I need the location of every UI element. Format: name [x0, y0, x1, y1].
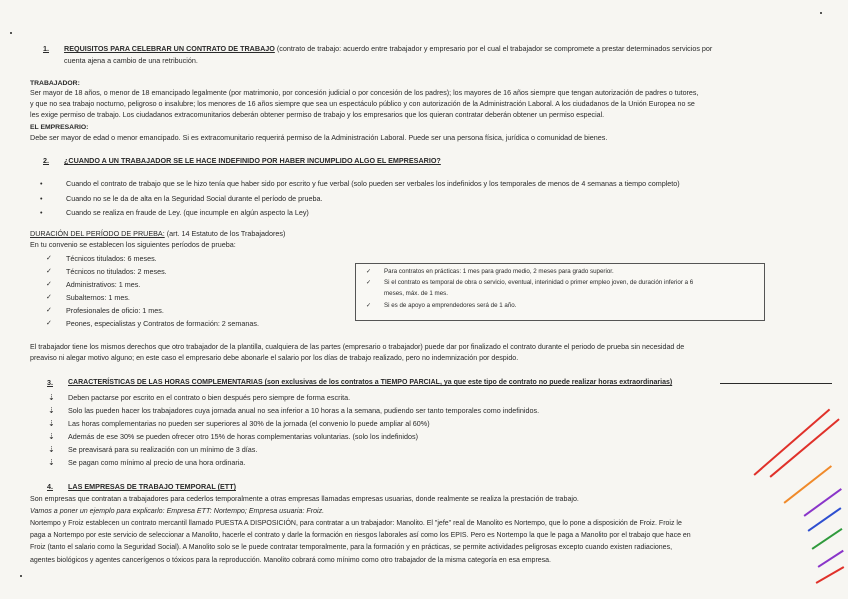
section1-heading — [64, 44, 712, 54]
hours-item: ⇣ Se pagan como mínimo al precio de una hora ordinaria. — [68, 458, 245, 468]
trial-item: ✓ Profesionales de oficio: 1 mes. — [66, 306, 164, 316]
section1-number: 1. — [43, 44, 49, 53]
marker-stroke-blue — [808, 507, 842, 531]
trial-exceptions-box — [355, 263, 765, 321]
worker-label: TRABAJADOR: — [30, 80, 80, 87]
trial-item: ✓ Peones, especialistas y Contratos de formación: 2 semanas. — [66, 319, 259, 329]
trial-title-ref: (art. 14 Estatuto de los Trabajadores) — [164, 229, 286, 238]
hours-item: ⇣ Las horas complementarias no pueden ser superiores al 30% de la jornada (el convenio lo puede ampliar al 60%) — [68, 419, 430, 429]
section4-title: LAS EMPRESAS DE TRABAJO TEMPORAL (ETT) — [68, 482, 236, 491]
marker-stroke-red — [753, 409, 830, 476]
list-item: • Cuando se realiza en fraude de Ley. (que incumple en algún aspecto la Ley) — [66, 208, 309, 218]
paper-speck — [20, 575, 22, 577]
box-item: ✓ Para contratos en prácticas: 1 mes para grado medio, 2 meses para grado superior. — [384, 267, 614, 277]
box-item-continued: meses, máx. de 1 mes. — [384, 290, 448, 297]
ett-line: Froiz (tanto el salario como la Seguridad Social). A Manolito solo se le puede contratar temporalmente, para la formación y en prácticas, se permite actividades peligrosas excepto cuando existen radiaciones, — [30, 544, 673, 551]
hours-item: ⇣ Además de ese 30% se pueden ofrecer otro 15% de horas complementarias voluntarias. (solo los indefinidos) — [68, 432, 418, 442]
list-item: • Cuando no se le da de alta en la Seguridad Social durante el período de prueba. — [66, 194, 323, 204]
section3-title: CARACTERÍSTICAS DE LAS HORAS COMPLEMENTARIAS (son exclusivas de los contratos a TIEMPO PARCIAL, ya que este tipo de contrato no puede realizar horas extraordinarias) — [68, 379, 673, 386]
trial-title: DURACIÓN DEL PERÍODO DE PRUEBA: — [30, 229, 165, 238]
employer-line: Debe ser mayor de edad o menor emancipado. Si es extracomunitario requerirá permiso de la Administración Laboral. Puede ser una persona física, jurídica o comunidad de bienes. — [30, 133, 608, 142]
trial-item: ✓ Subalternos: 1 mes. — [66, 293, 130, 303]
trial-note: El trabajador tiene los mismos derechos que otro trabajador de la plantilla, cualquiera de las partes (empresario o trabajador) puede dar por finalizado el contrato durante el periodo de prueba sin necesidad de — [30, 343, 685, 351]
section3-number: 3. — [47, 378, 53, 387]
paper-speck — [820, 12, 822, 14]
marker-stroke-purple — [818, 550, 844, 568]
trial-heading — [30, 229, 285, 239]
trial-note: preaviso ni alegar motivo alguno; en este caso el empresario debe abonarle el salario por los días de trabajo realizado, pero no indemnización por despido. — [30, 354, 519, 362]
section1-intro: (contrato de trabajo: acuerdo entre trabajador y empresario por el cual el trabajador se compromete a prestar determinados servicios por — [274, 44, 713, 53]
worker-line: Ser mayor de 18 años, o menor de 18 emancipado legalmente (por matrimonio, por concesión judicial o por concesión de los padres); los mayores de 16 años siempre que tengan autorización de padres o tutores, — [30, 89, 699, 97]
trial-item: ✓ Técnicos no titulados: 2 meses. — [66, 267, 167, 277]
trial-intro: En tu convenio se establecen los siguientes períodos de prueba: — [30, 240, 236, 249]
ett-line: paga a Nortempo por este servicio de seleccionar a Manolito, hacerle el contrato y darle la formación en riesgos laborales así como los EPIS. Pero es Nortempo la que le paga a Manolito por el trabajo que hace en — [30, 532, 691, 539]
worker-line: les exige permiso de trabajo. Los ciudadanos extracomunitarios deberán obtener permiso de trabajo y los empresarios que los quieran contratar deberán obtener un permiso especial. — [30, 111, 605, 119]
ett-line: Son empresas que contratan a trabajadores para cederlos temporalmente a otras empresas llamadas empresas usuarias, donde realmente se realiza la prestación de trabajo. — [30, 495, 579, 503]
section1-title: REQUISITOS PARA CELEBRAR UN CONTRATO DE TRABAJO — [64, 44, 275, 53]
employer-label: EL EMPRESARIO: — [30, 124, 89, 131]
box-item: ✓ Si es de apoyo a emprendedores será de 1 año. — [384, 301, 516, 311]
hours-item: ⇣ Solo las pueden hacer los trabajadores cuya jornada anual no sea inferior a 10 horas a la semana, pudiendo ser tanto temporales como indefinidos. — [68, 406, 539, 416]
trial-item: ✓ Administrativos: 1 mes. — [66, 280, 140, 290]
marker-stroke-orange — [784, 465, 832, 503]
trial-item: ✓ Técnicos titulados: 6 meses. — [66, 254, 157, 264]
ett-line: Nortempo y Froiz establecen un contrato mercantil llamado PUESTA A DISPOSICIÓN, para contratar a un trabajador: Manolito. El "jefe" real de Manolito es Nortempo, que lo pone a disposición de Froiz. Froiz le — [30, 520, 682, 527]
list-item: • Cuando el contrato de trabajo que se le hizo tenía que haber sido por escrito y fue verbal (solo pueden ser verbales los indefinidos y los temporales de menos de 4 semanas a tiempo completo) — [66, 179, 680, 189]
hours-item: ⇣ Se preavisará para su realización con un mínimo de 3 días. — [68, 445, 257, 455]
paper-speck — [10, 32, 12, 34]
marker-stroke-green — [812, 528, 843, 549]
section3-title-line — [720, 383, 832, 384]
ett-example: Vamos a poner un ejemplo para explicarlo: Empresa ETT: Nortempo; Empresa usuaria: Froiz. — [30, 507, 325, 515]
section2-title: ¿CUANDO A UN TRABAJADOR SE LE HACE INDEFINIDO POR HABER INCUMPLIDO ALGO EL EMPRESARIO? — [64, 156, 441, 165]
marker-stroke-red — [816, 566, 845, 583]
section4-number: 4. — [47, 482, 53, 491]
section1-intro-continued: cuenta ajena a cambio de una retribución. — [64, 56, 198, 65]
ett-line: agentes biológicos y agentes cancerígenos o tóxicos para la reproducción. Manolito cobrará como mínimo como otro trabajador de la misma categoría en esa empresa. — [30, 557, 552, 564]
section2-number: 2. — [43, 156, 49, 165]
worker-line: y que no sea trabajo nocturno, peligroso o insalubre; los menores de 16 años siempre que sea un espectáculo público y con autorización de la Administración Laboral. A los ciudadanos de la Unión Europea no se — [30, 100, 695, 108]
box-item: ✓ Si el contrato es temporal de obra o servicio, eventual, interinidad o primer empleo joven, de duración inferior a 6 — [384, 278, 693, 288]
hours-item: ⇣ Deben pactarse por escrito en el contrato o bien después pero siempre de forma escrita. — [68, 393, 350, 403]
